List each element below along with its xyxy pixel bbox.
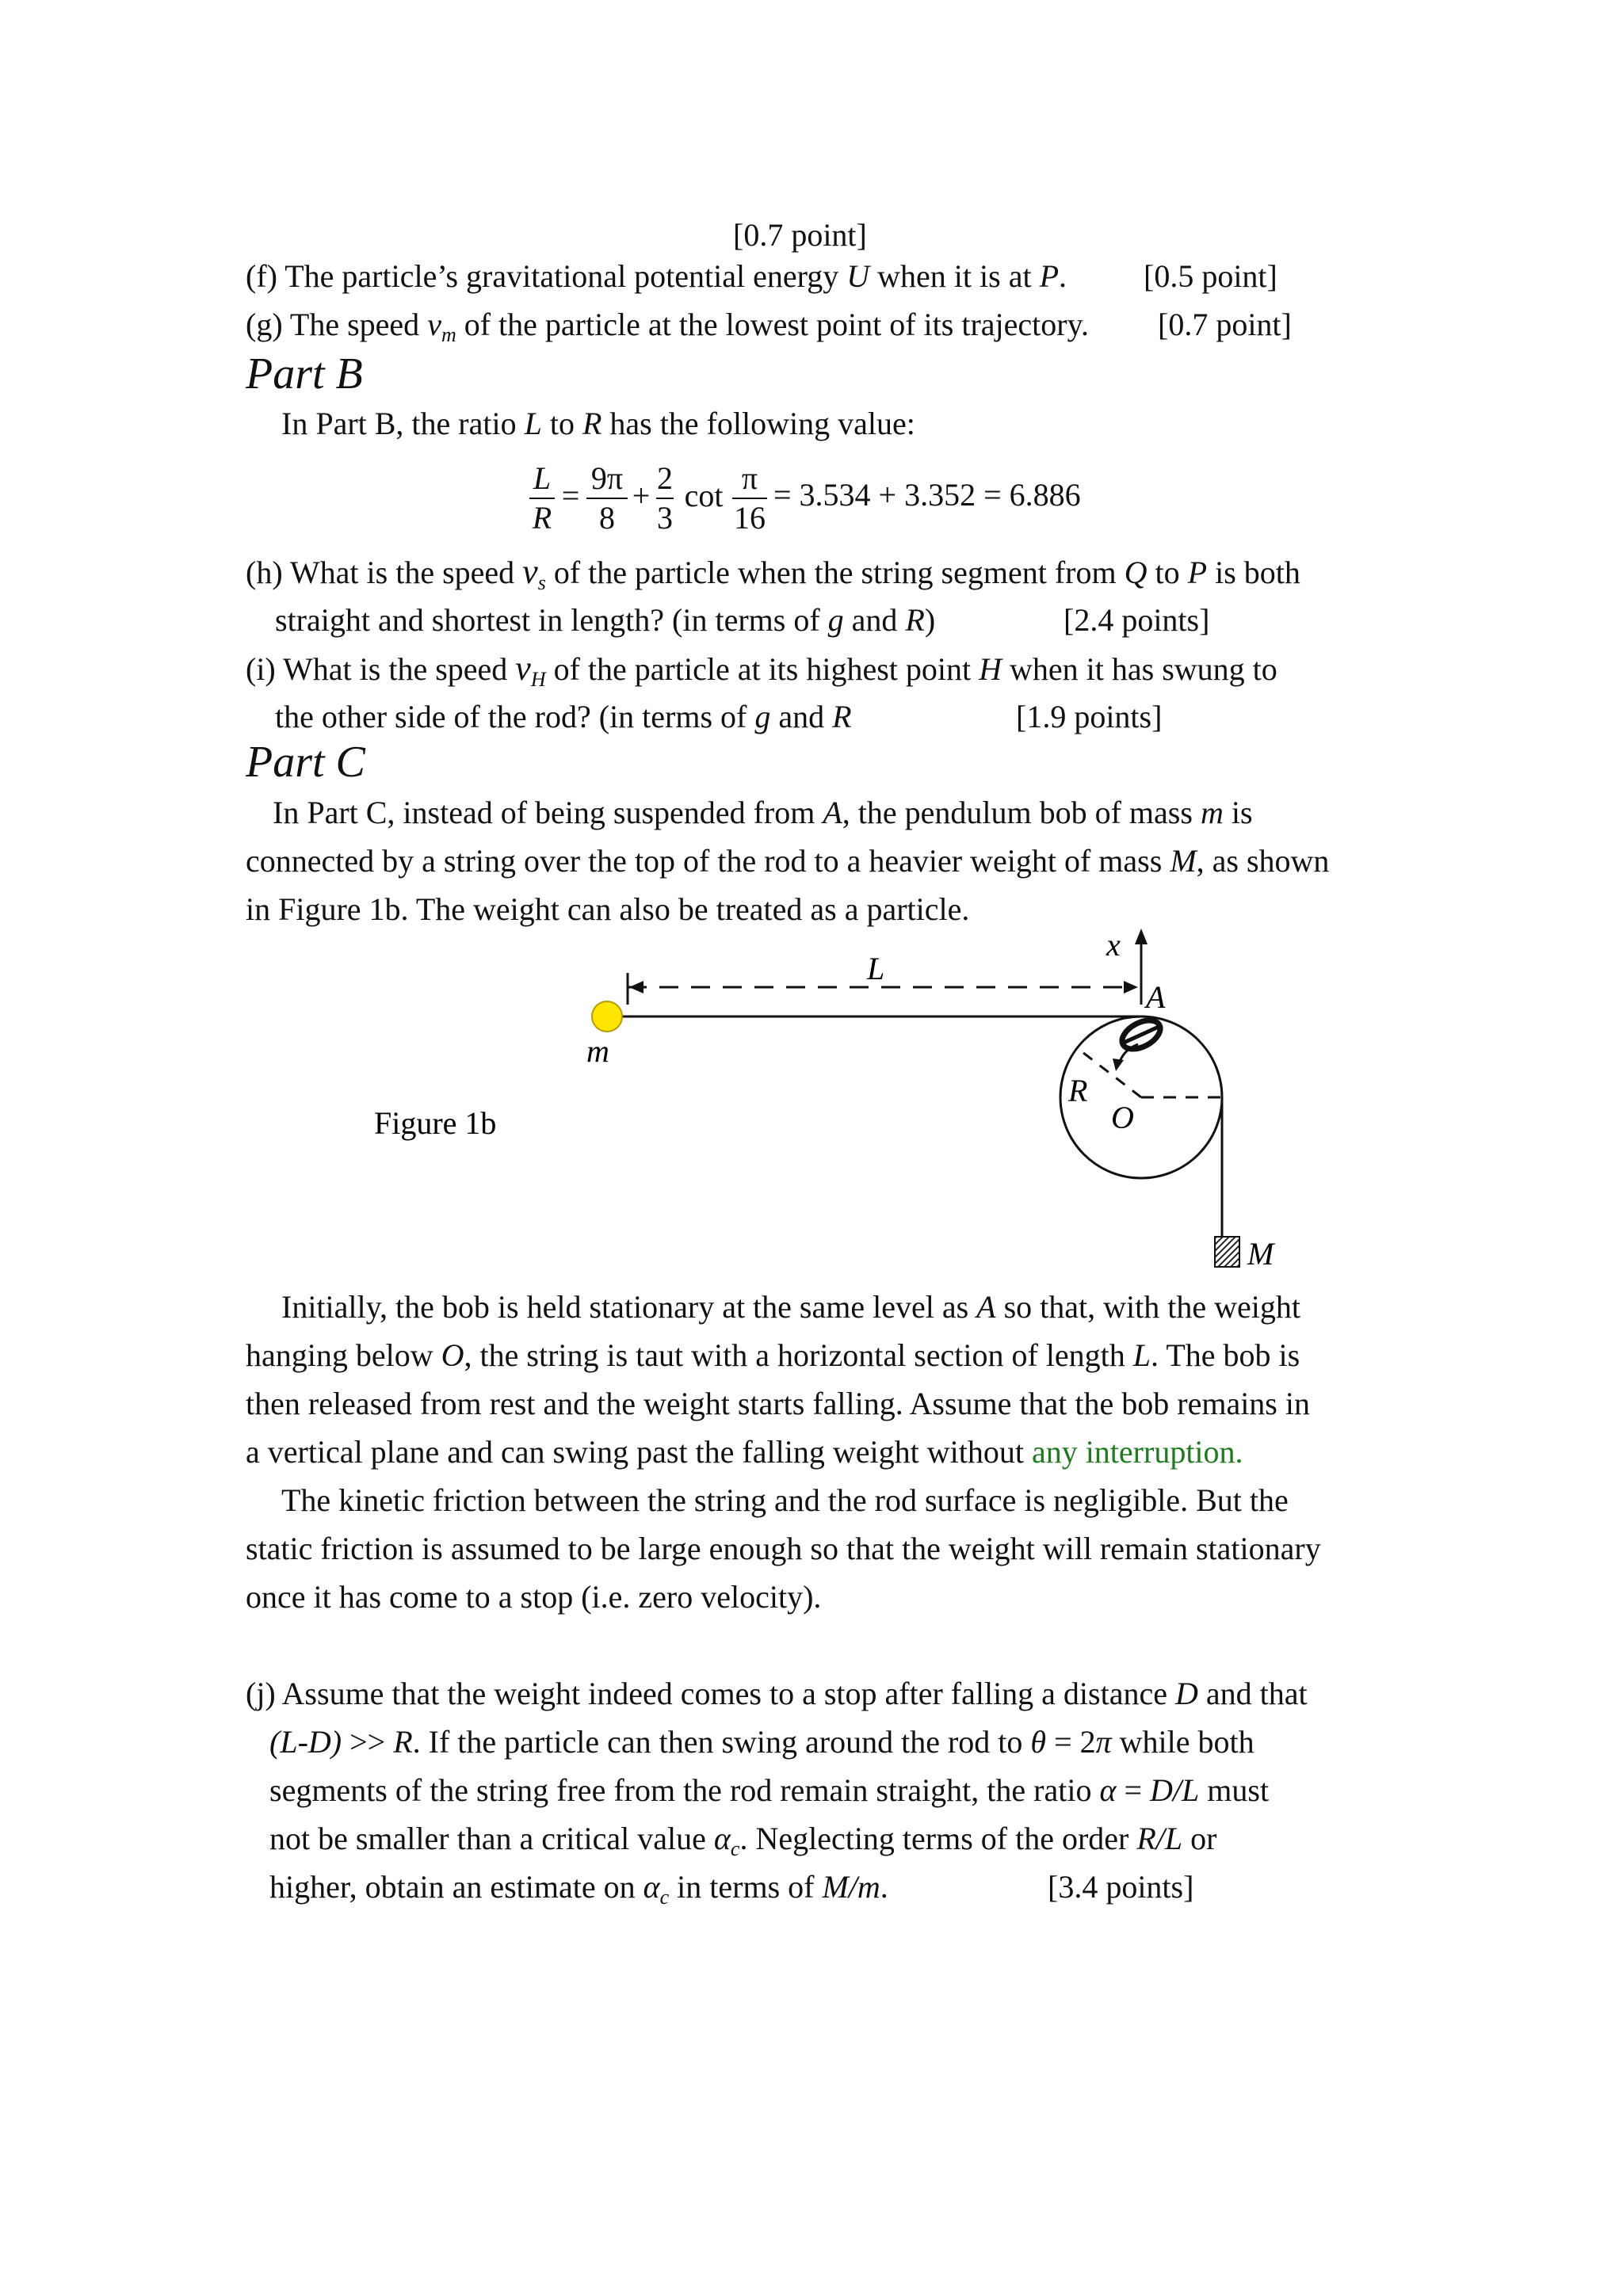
para2-line4: a vertical plane and can swing past the falling weight without any interruption. [246,1434,1243,1470]
part-b-intro: In Part B, the ratio L to R has the following value: [281,406,915,441]
question-g: (g) The speed $v_m$ of the particle at the lowest point of its trajectory. [246,307,1089,346]
para2-line1: Initially, the bob is held stationary at the same level as A so that, with the weight [281,1289,1301,1325]
part-c-line3: in Figure 1b. The weight can also be treated as a particle. [246,891,970,927]
label-A: A [1146,979,1166,1015]
eq-cot: cot [684,478,724,513]
eq-9pi: 9π [590,460,624,496]
para2-line3: then released from rest and the weight starts falling. Assume that the bob remains in [246,1386,1310,1421]
part-c-line1: In Part C, instead of being suspended from A, the pendulum bob of mass m is [273,795,1253,830]
dimension-arrow-left [629,981,643,994]
question-j-line1: (j) Assume that the weight indeed comes to a stop after falling a distance D and that [246,1676,1308,1711]
weight-M [1215,1237,1239,1267]
question-h-line2: straight and shortest in length? (in terms of g and R) [275,602,936,638]
points-g: [0.7 point] [1158,307,1292,342]
label-M: M [1247,1236,1274,1272]
bob-m [592,1001,622,1032]
question-f: (f) The particle’s gravitational potential energy U when it is at P. [246,258,1067,294]
eq-16: 16 [734,500,766,536]
eq-result: = 3.534 + 3.352 = 6.886 [773,477,1081,513]
question-i-line1: (i) What is the speed $\nu_H$ of the particle at its highest point H when it has swung to [246,649,1277,691]
question-h-line1: (h) What is the speed $\nu_s$ of the particle when the string segment from Q to P is both [246,552,1300,594]
x-axis-arrowhead [1135,929,1148,944]
question-j-line5: higher, obtain an estimate on $\alpha_c$ in terms of M/m. [269,1869,888,1909]
eq-plus: + [632,478,651,513]
question-j-line4: not be smaller than a critical value $\alpha_c$. Neglecting terms of the order R/L or [269,1821,1217,1860]
label-x: x [1106,927,1121,963]
para3-line1: The kinetic friction between the string and the rod surface is negligible. But the [281,1482,1289,1518]
question-i-line2: the other side of the rod? (in terms of g and R [275,699,852,734]
part-c-line2: connected by a string over the top of the rod to a heavier weight of mass M, as shown [246,843,1330,879]
label-R: R [1068,1073,1088,1108]
eq-equals: = [561,478,580,513]
question-j-line2: (L-D) >> R. If the particle can then swing around the rod to θ = 2π while both [269,1724,1254,1760]
eq-L: L [533,460,552,496]
eq-3: 3 [657,500,673,536]
part-c-heading: Part C [246,738,365,787]
dimension-arrow-right [1124,981,1138,994]
points-label: [0.7 point] [733,217,867,253]
eq-2: 2 [657,460,673,496]
para2-line2: hanging below O, the string is taut with a horizontal section of length L. The bob is [246,1337,1300,1373]
part-b-heading: Part B [246,349,363,399]
figure-caption: Figure 1b [374,1105,497,1141]
eq-8: 8 [599,500,615,536]
points-j: [3.4 points] [1048,1869,1194,1905]
eq-pi: π [741,460,758,496]
label-m: m [586,1033,609,1069]
question-j-line3: segments of the string free from the rod remain straight, the ratio α = D/L must [269,1772,1270,1808]
para3-line2: static friction is assumed to be large enough so that the weight will remain stationary [246,1531,1321,1566]
eq-R: R [532,500,552,536]
para3-line3: once it has come to a stop (i.e. zero velocity). [246,1579,822,1615]
label-O: O [1111,1100,1134,1135]
label-L: L [867,951,885,986]
angle-arrowhead [1113,1058,1124,1071]
radius-dashed-line [1079,1050,1141,1097]
points-h: [2.4 points] [1064,602,1210,638]
points-f: [0.5 point] [1144,258,1277,294]
points-i: [1.9 points] [1016,699,1163,734]
